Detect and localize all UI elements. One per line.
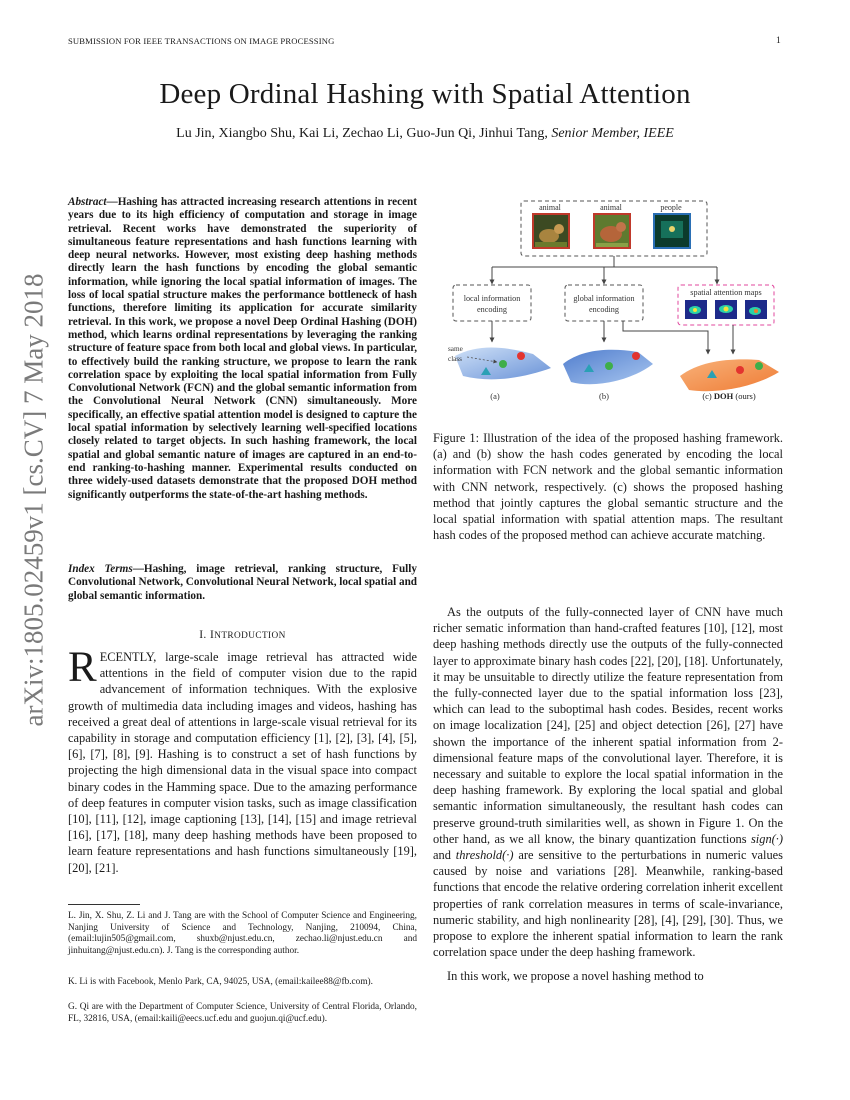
p1-and: and xyxy=(433,848,456,863)
image-label-3: people xyxy=(660,203,682,212)
panel-c-suffix: (ours) xyxy=(733,391,756,401)
p1-text-b: are sensitive to the perturbations in numeric values caused by noise and variations [28]. Meanwhile, ranking-based functions that encode the relative ordering correlation inherit excellent properties of rank correlation measures in terms of scale-invariance, numeric stability, and high nonlinearity [28], [4], [29], [30]. Thus, we propose to explore the inherent spatial information to learn the rank correlation space under the deep hashing framework. xyxy=(433,848,783,960)
running-header: SUBMISSION FOR IEEE TRANSACTIONS ON IMAGE PROCESSING xyxy=(68,36,335,46)
math-threshold: threshold(·) xyxy=(455,848,514,863)
panel-b-plane xyxy=(563,350,653,384)
section-title-rest: NTRODUCTION xyxy=(214,631,286,641)
global-info-label-2: encoding xyxy=(588,305,620,314)
author-suffix: Senior Member, IEEE xyxy=(551,126,674,141)
input-image-animal-1 xyxy=(533,214,569,248)
input-image-people xyxy=(654,214,690,248)
local-info-label-2: encoding xyxy=(476,305,508,314)
figure-caption: Figure 1: Illustration of the idea of the proposed hashing framework. (a) and (b) show the hash codes generated by encoding the local information with FCN network and the global semantic information with CNN network, respectively. (c) shows the proposed hashing method that jointly captures the global semantic structure and the local spatial information with spatial attention maps. The resultant hash codes of the proposed method can achieve accurate matching. xyxy=(433,431,783,543)
local-info-box xyxy=(453,285,531,321)
same-class-label-1: same xyxy=(448,345,463,353)
panel-c-plane xyxy=(680,359,779,391)
abstract-lead: Abstract xyxy=(68,196,107,208)
arxiv-stamp xyxy=(14,273,54,727)
intro-text: ECENTLY, large-scale image retrieval has attracted wide attentions in the field of computer vision due to the rapid advancement of information techniques. With the explosive growth of multimedia data including images and videos, hashing has received a great deal of attentions in large-scale visual retrieval for its capability in storage and computation efficiency [1], [2], [3], [4], [5], [6], [7], [8], [9]. Hashing is to construct a set of hash functions by projecting the high dimensional data in the visual space into compact binary codes in the Hamming space. Due to the amazing performance of deep features in computer vision tasks, such as image classification [10], [11], [12], image captioning [13], [14], [15] and image retrieval [16], [17], [18], many deep hashing methods have been proposed to learn feature representations and hash functions simultaneously [19], [20], [21]. xyxy=(68,650,417,875)
attention-maps-label: spatial attention maps xyxy=(690,288,762,297)
footnote-rule xyxy=(68,904,140,905)
intro-paragraph xyxy=(68,644,417,876)
panel-c-label xyxy=(702,391,756,401)
paper-title: Deep Ordinal Hashing with Spatial Attention xyxy=(159,78,691,110)
panel-b-label: (b) xyxy=(599,391,609,401)
attention-map-3 xyxy=(745,300,767,319)
p1-text-a: As the outputs of the fully-connected layer of CNN have much richer sematic information than hand-crafted features [10], [12], most deep hashing methods directly use the outputs of the fully-connected layer to approximate binary hash codes [22], [20], [18]. Unfortunately, it may be unsuitable to directly utilize the feature representation from the fully-connected layer due to the spatial information loss [23], which can lead to the suboptimal hash codes. Besides, recent works on image localization [24], [25] and object detection [26], [27] have shown the importance of the inherent spatial information from 2-dimensional feature maps of the convolutional layer. Therefore, it is necessary and suitable to explore the local spatial information in the deep hashing framework. By exploring the local spatial and global semantic information simultaneously, the resultant hash codes can preserve ground-truth similarities well, as shown in Figure 1. On the other hand, as we all know, the binary quantization functions xyxy=(433,605,783,846)
attention-map-2 xyxy=(715,300,737,319)
same-class-label-2: class xyxy=(448,355,462,363)
local-info-label-1: local information xyxy=(463,294,521,303)
abstract-text: —Hashing has attracted increasing research attentions in recent years due to its high efficiency of computation and storage in image retrieval. Recent works have demonstrated the superiority of simultaneous feature representations and hash functions learning with deep neural networks. However, most existing deep hashing methods directly learn the hash functions by encoding the global semantic information, while ignoring the local spatial information of images. The loss of local spatial structure makes the performance bottleneck of hash functions, therefore limiting its application for accurate similarity retrieval. In this work, we propose a novel Deep Ordinal Hashing (DOH) method, which learns ordinal representations by leveraging the ranking structure of feature space from both local and global views. In particular, to effectively build the ranking structure, we propose to learn the rank correlation space by exploiting the local spatial information from Fully Convolutional Network (FCN) and the global semantic information from the Convolutional Neural Network (CNN) simultaneously. More specifically, an effective spatial attention model is designed to capture the local spatial information by selectively learning well-specified locations closely related to target objects. In such hashing framework, the local spatial and global semantic nature of images are captured in an end-to-end ranking-to-hashing manner. Experimental results conducted on three widely-used datasets demonstrate that the proposed DOH method significantly outperforms the state-of-the-art hashing methods. xyxy=(68,196,417,501)
drop-cap: R xyxy=(68,644,97,691)
panel-a-label: (a) xyxy=(490,391,500,401)
section-title-first: I xyxy=(210,629,215,641)
abstract xyxy=(68,196,417,502)
section-heading xyxy=(68,629,417,641)
global-info-label-1: global information xyxy=(573,294,635,303)
figure-1 xyxy=(433,196,783,418)
right-column-text xyxy=(433,604,783,985)
paragraph-2: In this work, we propose a novel hashing method to xyxy=(447,969,704,984)
panel-a-plane xyxy=(455,348,551,380)
image-label-2: animal xyxy=(600,203,622,212)
global-info-box xyxy=(565,285,643,321)
index-terms-lead: Index Terms xyxy=(68,563,133,575)
input-image-animal-2 xyxy=(594,214,630,248)
section-number: I. xyxy=(199,629,207,641)
author-names: Lu Jin, Xiangbo Shu, Kai Li, Zechao Li, Guo-Jun Qi, Jinhui Tang, xyxy=(176,126,548,141)
math-sign: sign(·) xyxy=(750,831,783,846)
panel-c-prefix: (c) xyxy=(702,391,714,401)
attention-map-1 xyxy=(685,300,707,319)
footnote-affiliation-1: L. Jin, X. Shu, Z. Li and J. Tang are with the School of Computer Science and Engineering, Nanjing University of Science and Technology, Nanjing, 210094, China, (email:lujin505@gmail.com, shuxb@njust.edu.cn, zechao.li@njust.edu.cn and jinhuitang@njust.edu.cn). J. Tang is the corresponding author. xyxy=(68,911,417,956)
author-list xyxy=(0,126,850,142)
panel-c-bold: DOH xyxy=(713,391,734,401)
paragraph-1 xyxy=(433,604,783,960)
arxiv-stamp-text: arXiv:1805.02459v1 [cs.CV] 7 May 2018 xyxy=(18,273,49,727)
footnote-affiliation-3: G. Qi are with the Department of Computer Science, University of Central Florida, Orlando, FL, 32816, USA, (email:kaili@eecs.ucf.edu and guojun.qi@ucf.edu). xyxy=(68,1002,417,1024)
image-label-1: animal xyxy=(539,203,561,212)
page-number: 1 xyxy=(776,36,781,46)
footnote-affiliation-2: K. Li is with Facebook, Menlo Park, CA, 94025, USA, (email:kailee88@fb.com). xyxy=(68,977,373,987)
index-terms xyxy=(68,563,417,603)
index-terms-text: —Hashing, image retrieval, ranking structure, Fully Convolutional Network, Convolutional Neural Network, local spatial and global semantic information. xyxy=(68,563,418,602)
